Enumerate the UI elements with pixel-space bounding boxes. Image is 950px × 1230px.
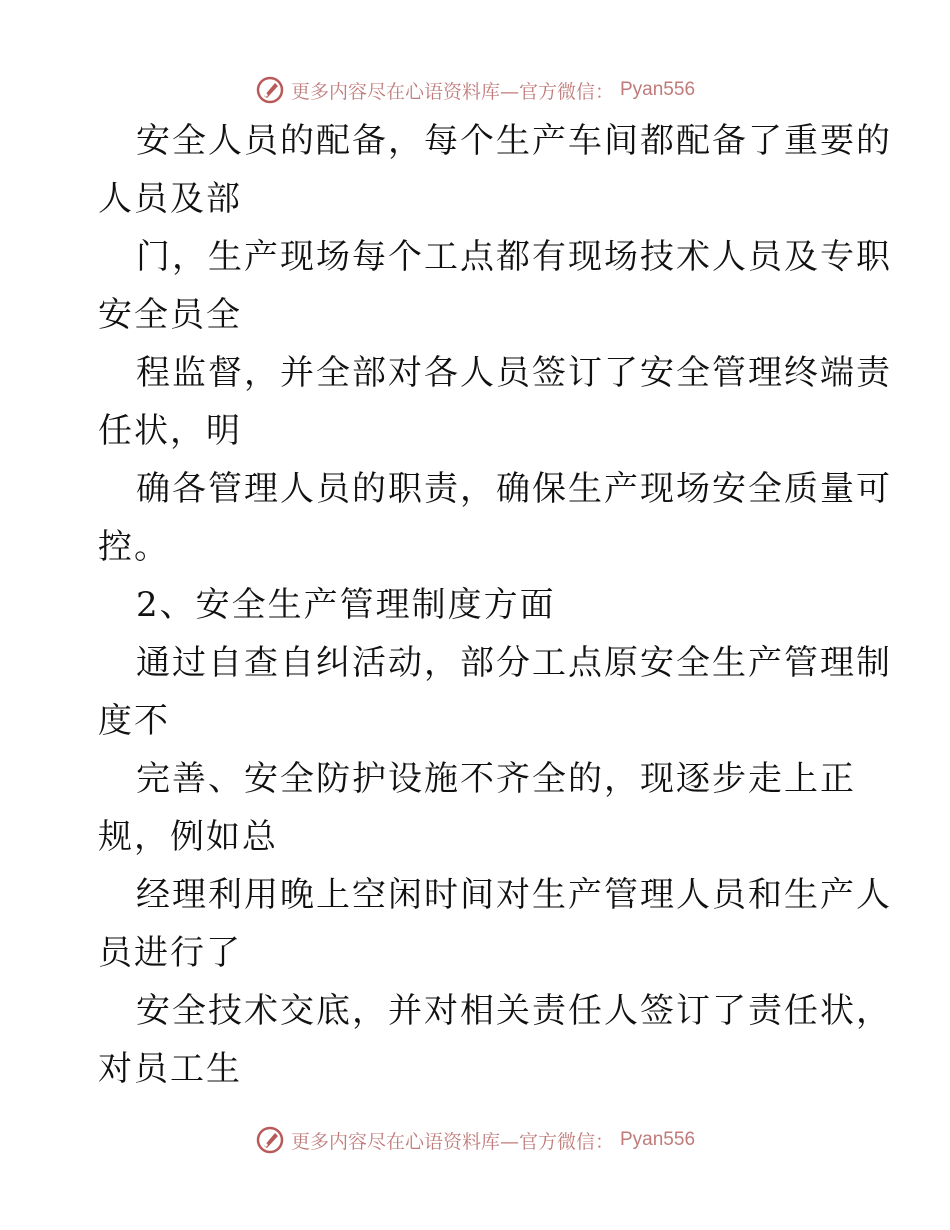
watermark-wechat-id: Pyan556: [620, 79, 696, 100]
watermark-text: 更多内容尽在心语资料库—官方微信：: [290, 80, 614, 103]
body-line: 完善、安全防护设施不齐全的，现逐步走上正: [136, 759, 856, 799]
watermark-wechat-id: Pyan556: [620, 1129, 696, 1150]
body-line: 安全技术交底，并对相关责任人签订了责任状，: [136, 991, 892, 1031]
body-line: 度不: [98, 701, 170, 741]
body-line: 员进行了: [98, 933, 242, 973]
body-line: 确各管理人员的职责，确保生产现场安全质量可: [136, 469, 892, 509]
body-line: 控。: [98, 527, 170, 567]
body-line: 对员工生: [98, 1049, 242, 1089]
body-line: 任状，明: [98, 411, 242, 451]
pen-nib-circle-icon: [255, 1125, 285, 1155]
body-line: 规，例如总: [98, 817, 278, 857]
body-line: 2、安全生产管理制度方面: [136, 585, 556, 625]
footer-watermark: [0, 1120, 950, 1160]
body-line: 安全员全: [98, 295, 242, 335]
body-line: 门，生产现场每个工点都有现场技术人员及专职: [136, 237, 892, 277]
body-line: 经理利用晚上空闲时间对生产管理人员和生产人: [136, 875, 892, 915]
header-watermark: [0, 70, 950, 110]
body-line: 安全人员的配备，每个生产车间都配备了重要的: [136, 121, 892, 161]
body-line: 人员及部: [98, 179, 242, 219]
watermark-text: 更多内容尽在心语资料库—官方微信：: [290, 1130, 614, 1153]
pen-nib-circle-icon: [255, 75, 285, 105]
body-line: 通过自查自纠活动，部分工点原安全生产管理制: [136, 643, 892, 683]
body-line: 程监督，并全部对各人员签订了安全管理终端责: [136, 353, 892, 393]
